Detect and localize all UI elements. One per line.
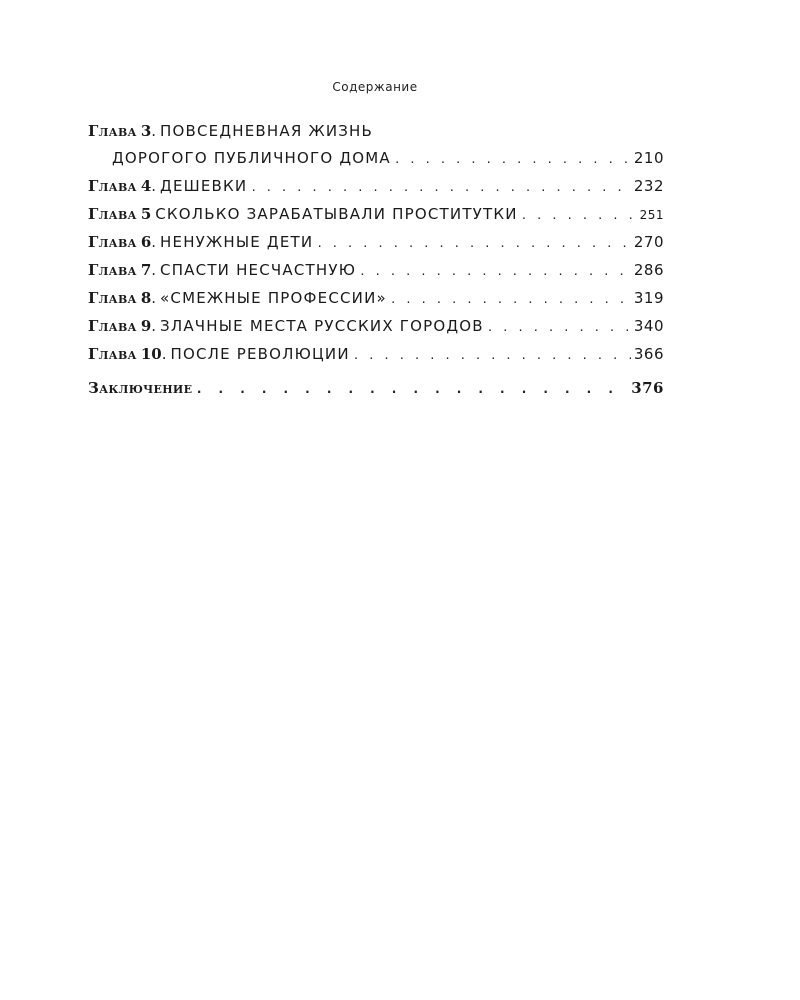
- dot-leader: [250, 174, 631, 202]
- chapter-title: ЗЛАЧНЫЕ МЕСТА РУССКИХ ГОРОДОВ: [160, 317, 484, 335]
- chapter-title: НЕНУЖНЫЕ ДЕТИ: [160, 233, 314, 251]
- chapter-title: СКОЛЬКО ЗАРАБАТЫВАЛИ ПРОСТИТУТКИ: [155, 205, 518, 223]
- chapter-number: 4: [140, 177, 152, 195]
- toc-entry-chapter-7[interactable]: [88, 256, 664, 284]
- dot-leader: [316, 230, 631, 258]
- dot-leader: [394, 146, 631, 174]
- chapter-number: 8: [140, 289, 152, 307]
- toc-entry-chapter-5[interactable]: [88, 200, 664, 228]
- toc-entry-chapter-6[interactable]: [88, 228, 664, 256]
- chapter-title: ПОСЛЕ РЕВОЛЮЦИИ: [170, 345, 350, 363]
- chapter-label: Глава: [88, 205, 137, 223]
- chapter-number: 6: [140, 233, 152, 251]
- chapter-title: ДЕШЕВКИ: [160, 177, 248, 195]
- chapter-label: Глава: [88, 122, 137, 140]
- page-number: 232: [633, 177, 664, 195]
- dot-leader: [487, 314, 631, 342]
- dot-leader: [353, 342, 631, 370]
- toc-entry-chapter-4[interactable]: [88, 172, 664, 200]
- toc-entry-chapter-10[interactable]: [88, 340, 664, 368]
- page-number: 366: [633, 345, 664, 363]
- dot-leader: [195, 376, 628, 404]
- chapter-title: СПАСТИ НЕСЧАСТНУЮ: [160, 261, 357, 279]
- chapter-separator: .: [151, 233, 157, 251]
- chapter-title: «СМЕЖНЫЕ ПРОФЕССИИ»: [160, 289, 387, 307]
- conclusion-label: Заключение: [88, 379, 193, 397]
- chapter-label: Глава: [88, 177, 137, 195]
- page-number: 376: [631, 379, 664, 397]
- toc-entry-chapter-8[interactable]: [88, 284, 664, 312]
- toc-entry-chapter-3[interactable]: [88, 118, 664, 144]
- chapter-number: 5: [140, 205, 152, 223]
- dot-leader: [359, 258, 631, 286]
- chapter-number: 9: [140, 317, 152, 335]
- chapter-label: Глава: [88, 289, 137, 307]
- page-number: 210: [633, 149, 664, 167]
- chapter-separator: .: [151, 261, 157, 279]
- toc-entry-chapter-9[interactable]: [88, 312, 664, 340]
- chapter-label: Глава: [88, 261, 137, 279]
- chapter-separator: .: [161, 345, 167, 363]
- chapter-label: Глава: [88, 317, 137, 335]
- chapter-title-continued: ДОРОГОГО ПУБЛИЧНОГО ДОМА: [112, 149, 391, 167]
- chapter-number: 7: [140, 261, 152, 279]
- chapter-separator: .: [151, 317, 157, 335]
- chapter-separator: .: [151, 122, 157, 140]
- chapter-number: 10: [140, 345, 162, 363]
- page-number: 319: [633, 289, 664, 307]
- page-number: 340: [633, 317, 664, 335]
- chapter-title: ПОВСЕДНЕВНАЯ ЖИЗНЬ: [160, 122, 374, 140]
- chapter-label: Глава: [88, 345, 137, 363]
- dot-leader: [521, 202, 637, 230]
- chapter-label: Глава: [88, 233, 137, 251]
- page-number: 251: [639, 208, 664, 222]
- table-of-contents: [88, 118, 664, 402]
- page-number: 286: [633, 261, 664, 279]
- page-title: Содержание: [332, 80, 418, 94]
- toc-entry-chapter-3-continued[interactable]: [88, 144, 664, 172]
- chapter-separator: .: [151, 177, 157, 195]
- toc-entry-conclusion[interactable]: [88, 374, 664, 402]
- dot-leader: [390, 286, 631, 314]
- chapter-separator: .: [151, 289, 157, 307]
- chapter-number: 3: [140, 122, 152, 140]
- page-number: 270: [633, 233, 664, 251]
